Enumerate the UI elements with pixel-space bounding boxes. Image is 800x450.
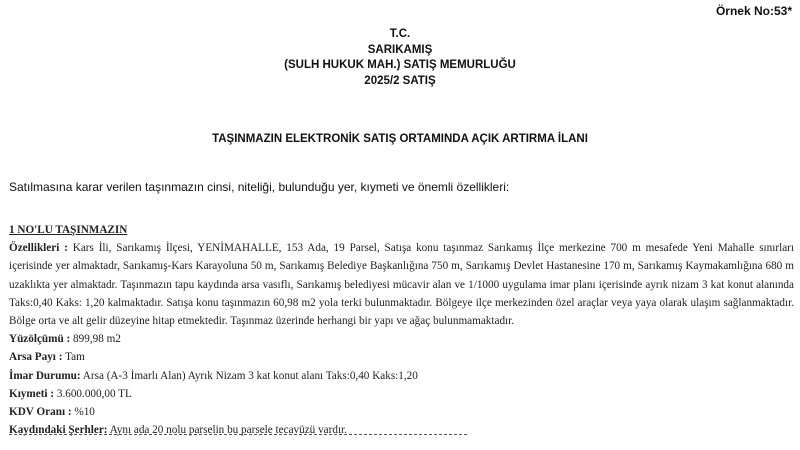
header-sale-number: 2025/2 SATIŞ	[364, 74, 436, 87]
sample-number: Örnek No:53*	[715, 4, 792, 18]
property-area	[9, 330, 794, 348]
area-value: 899,98 m2	[73, 333, 121, 346]
section-divider	[9, 434, 467, 435]
property-vat	[9, 403, 794, 421]
header-office: (SULH HUKUK MAH.) SATIŞ MEMURLUĞU	[284, 59, 516, 71]
zoning-value: Arsa (A-3 İmarlı Alan) Ayrık Nizam 3 kat konut alanı Taks:0,40 Kaks:1,20	[82, 369, 418, 382]
property-title: 1 NO'LU TAŞINMAZIN	[9, 224, 128, 236]
annotations-label: Kaydındaki Şerhler:	[9, 424, 108, 437]
property-value	[9, 385, 794, 403]
header-district: SARIKAMIŞ	[367, 43, 433, 56]
area-label: Yüzölçümü :	[9, 333, 71, 346]
property-features	[9, 239, 794, 330]
header-tc: T.C.	[389, 28, 411, 40]
property-section	[9, 221, 794, 439]
property-annotations	[9, 421, 794, 439]
vat-label: KDV Oranı :	[9, 406, 72, 419]
document-header	[0, 27, 800, 89]
property-land-share	[9, 348, 794, 366]
property-zoning	[9, 367, 794, 385]
land-share-value: Tam	[65, 351, 85, 364]
land-share-label: Arsa Payı :	[9, 351, 63, 364]
intro-text: Satılmasına karar verilen taşınmazın cinsi, niteliği, bulunduğu yer, kıymeti ve önemli özellikleri:	[9, 180, 510, 194]
value-amount: 3.600.000,00 TL	[56, 387, 132, 400]
annotations-value: Aynı ada 20 nolu parselin bu parsele tecavüzü vardır.	[109, 424, 347, 437]
value-label: Kıymeti :	[9, 387, 55, 400]
zoning-label: İmar Durumu:	[9, 369, 81, 382]
features-value: Kars İli, Sarıkamış İlçesi, YENİMAHALLE, 153 Ada, 19 Parsel, Satışa konu taşınmaz Sarıkamış İlçe merkezine 700 m mesafede Yeni Mahalle sınırları içerisinde yer almaktadr, Sarıkamış-Kars Karayoluna 50 m, Sarıkamış Belediye Başkanlığına 750 m, Sarıkamış Devlet Hastanesine 170 m, Sarıkamış Kaymakamlığına 680 m uzaklıkta yer almaktadr. Taşınmazın tapu kaydında arsa vasıflı, Sarıkamış belediyesi mücavir alan ve 1/1000 uygulama imar planı içerisinde ayrık nizam 3 kat konut alanında Taks:0,40 Kaks: 1,20 kalmaktadır. Satışa konu taşınmazın 60,98 m2 yola terki bulunmaktadır. Bölgeye ilçe merkezinden özel araçlar veya yaya olarak ulaşım sağlanmaktadır. Bölge orta ve alt gelir düzeyine hitap etmektedir. Taşınmaz üzerinde herhangi bir yapı ve ağaç bulunmamaktadır.	[9, 242, 795, 328]
features-label: Özellikleri :	[9, 242, 68, 255]
vat-value: %10	[74, 406, 95, 419]
document-title: TAŞINMAZIN ELEKTRONİK SATIŞ ORTAMINDA AÇIK ARTIRMA İLANI	[212, 133, 588, 145]
